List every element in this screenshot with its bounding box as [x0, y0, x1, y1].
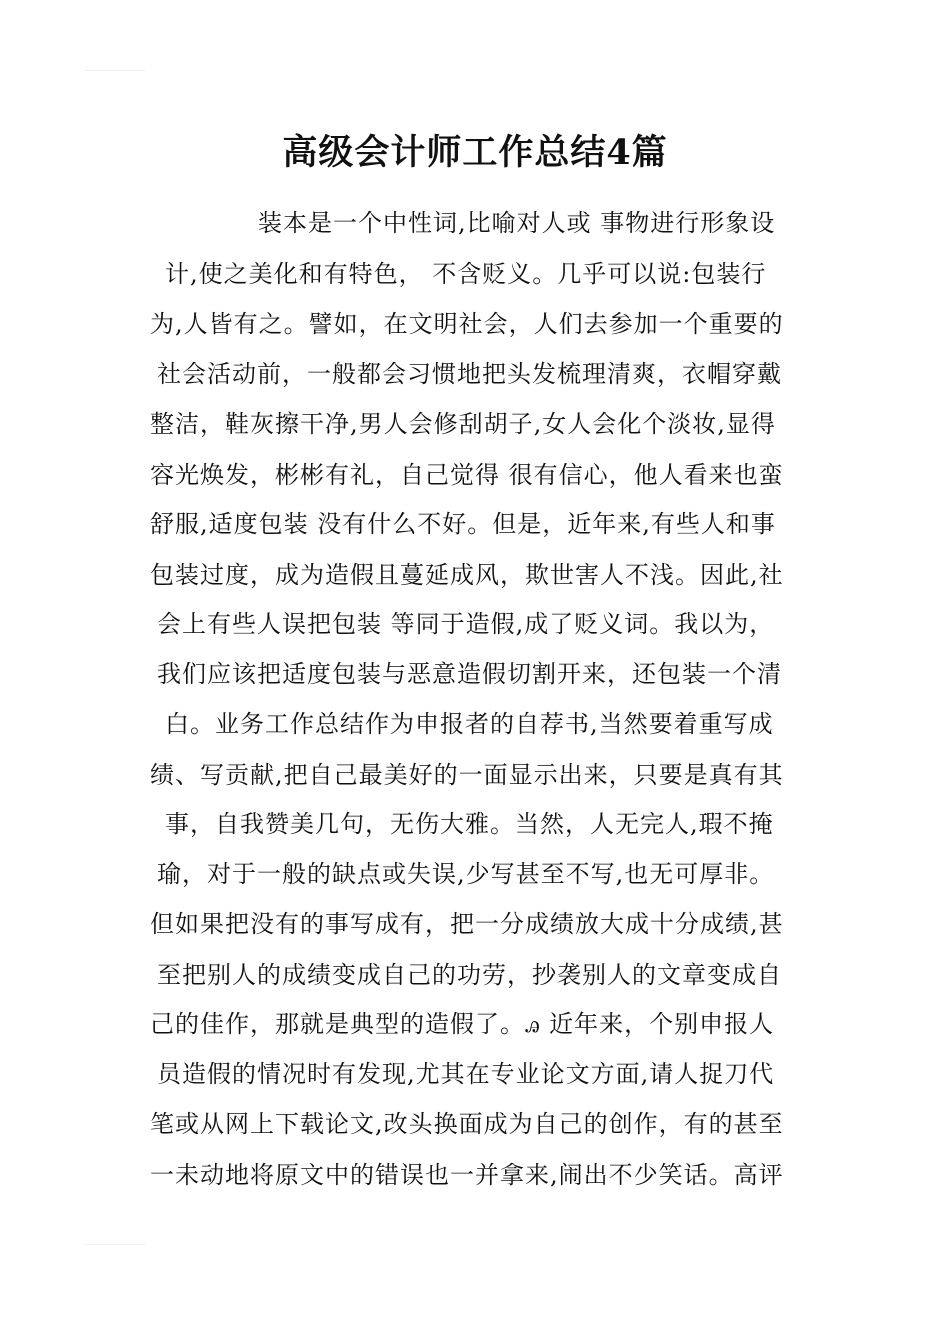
body-line-6: 容光焕发，彬彬有礼，自己觉得 很有信心，他人看来也蛮: [150, 461, 784, 489]
body-line-9: 会上有些人误把包装 等同于造假,成了贬义词。我以为，: [157, 610, 775, 638]
body-line-4: 社会活动前，一般都会习惯地把头发梳理清爽，衣帽穿戴: [157, 360, 782, 388]
body-line-10: 我们应该把适度包装与恶意造假切割开来，还包装一个清: [157, 660, 782, 688]
body-line-20: 一未动地将原文中的错误也一并拿来,闹出不少笑话。高评: [150, 1161, 784, 1189]
body-line-18: 员造假的情况时有发现,尤其在专业论文方面,请人捉刀代: [157, 1060, 775, 1088]
body-line-19: 笔或从网上下载论文,改头换面成为自己的创作，有的甚至: [150, 1110, 784, 1138]
body-line-5: 整洁，鞋灰擦干净,男人会修刮胡子,女人会化个淡妆,显得: [150, 410, 776, 438]
body-line-7: 舒服,适度包装 没有什么不好。但是，近年来,有些人和事: [150, 510, 776, 538]
scan-mark-bottom: [85, 1244, 145, 1245]
body-line-13: 事，自我赞美几句，无伤大雅。当然，人无完人,瑕不掩: [165, 810, 774, 838]
body-line-15: 但如果把没有的事写成有，把一分成绩放大成十分成绩,甚: [150, 910, 784, 938]
body-line-16: 至把别人的成绩变成自己的功劳，抄袭别人的文章变成自: [157, 961, 782, 989]
body-line-1: 装本是一个中性词,比喻对人或 事物进行形象设: [258, 209, 776, 237]
body-line-11: 白。业务工作总结作为申报者的自荐书,当然要着重写成: [165, 710, 774, 738]
body-line-3: 为,人皆有之。譬如，在文明社会，人们去参加一个重要的: [150, 310, 784, 338]
body-line-12: 绩、写贡献,把自己最美好的一面显示出来，只要是真有其: [150, 761, 784, 789]
body-line-8: 包装过度，成为造假且蔓延成风，欺世害人不浅。因此,社: [150, 561, 784, 589]
body-line-2: 计,使之美化和有特色， 不含贬义。几乎可以说:包装行: [165, 260, 767, 288]
scan-mark-top: [85, 70, 145, 71]
body-line-14: 瑜，对于一般的缺点或失误,少写甚至不写,也无可厚非。: [157, 860, 775, 888]
body-line-17: 己的佳作，那就是典型的造假了。ꭿ 近年来，个别申报人: [150, 1010, 775, 1038]
document-title: 高级会计师工作总结4篇: [282, 132, 668, 173]
